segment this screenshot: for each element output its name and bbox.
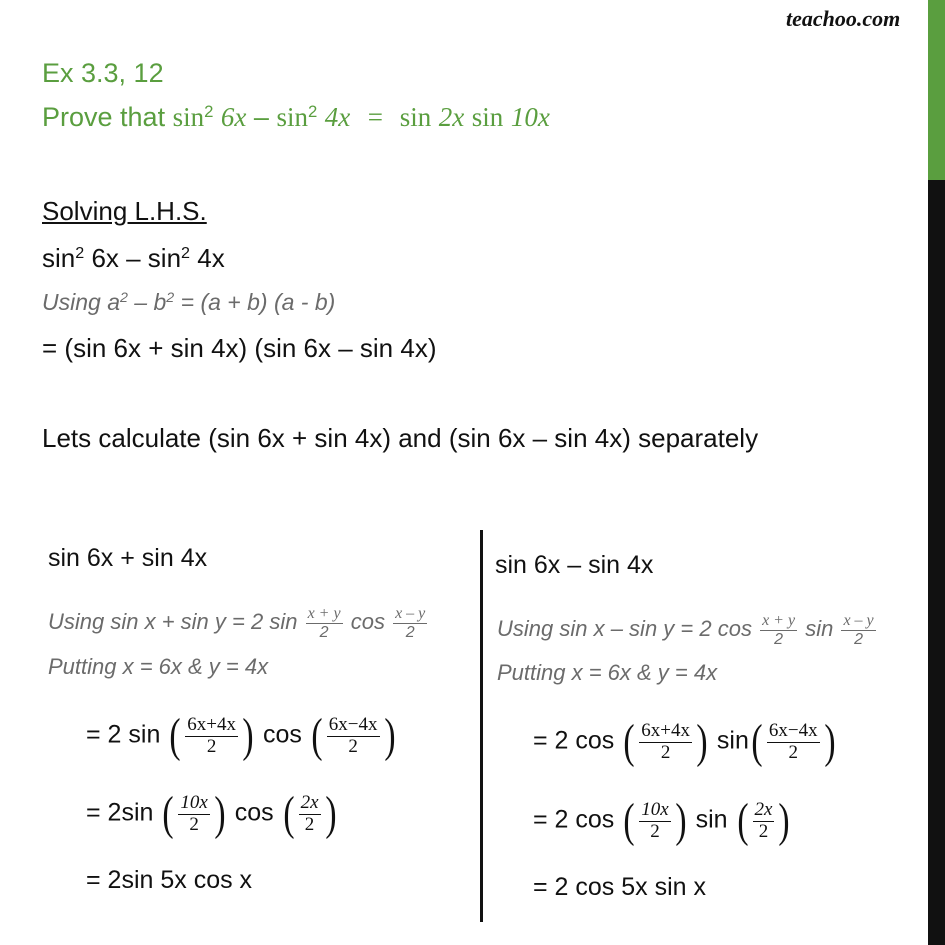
left-line-3: = 2sin 5x cos x [86, 866, 253, 894]
square-exp: 2 [166, 290, 175, 307]
frac-den: 2 [319, 623, 329, 641]
frac-num: x – y [843, 612, 874, 629]
frac-num: 6x−4x [768, 719, 818, 741]
left-l1-mid: cos [262, 720, 302, 749]
expr-end: 4x [190, 243, 225, 273]
right-title: sin 6x – sin 4x [495, 551, 654, 579]
frac-den: 2 [758, 820, 769, 842]
four-x: 4x [324, 102, 351, 132]
using-b: – b [127, 289, 167, 315]
paren-close: ) [696, 715, 708, 768]
right-line-1 [533, 715, 838, 768]
paren-close: ) [214, 787, 226, 840]
frac-num: 6x−4x [328, 713, 378, 735]
left-formula-hint [48, 605, 429, 641]
teachoo-logo: teachoo.com [786, 6, 901, 31]
frac-num: x + y [307, 605, 341, 622]
frac-num: 6x+4x [641, 719, 690, 741]
using-a: Using a [42, 289, 120, 315]
sin-word: sin [471, 102, 504, 132]
frac-2x [753, 800, 775, 843]
right-formula-hint [497, 612, 878, 648]
frac-6x-plus-4x [639, 721, 692, 764]
paren-open: ( [282, 787, 295, 840]
paren-open: ( [311, 709, 323, 762]
frac-den: 2 [189, 813, 199, 835]
sin-word: sin [276, 102, 308, 132]
paren-open: ( [162, 787, 174, 840]
paren-close: ) [675, 794, 687, 847]
right-line-2 [533, 794, 792, 847]
using-c: = (a + b) (a - b) [174, 289, 336, 315]
frac-x-plus-y [306, 605, 343, 641]
frac-6x-minus-4x [767, 721, 820, 764]
left-using-prefix: Using sin x + sin y = 2 sin [48, 608, 298, 634]
exercise-label: Ex 3.3, 12 [42, 58, 164, 88]
paren-open: ( [623, 715, 635, 768]
square-exp: 2 [75, 244, 85, 263]
frac-den: 2 [206, 735, 217, 757]
paren-open: ( [751, 715, 763, 768]
left-l2-mid: cos [234, 798, 274, 827]
paren-close: ) [324, 787, 337, 840]
frac-6x-minus-4x [327, 715, 380, 758]
frac-10x [178, 793, 209, 836]
frac-den: 2 [774, 630, 784, 648]
right-l1-mid: sin [716, 726, 749, 755]
frac-den: 2 [650, 820, 660, 842]
frac-num: 10x [641, 798, 669, 820]
frac-num: 10x [180, 791, 208, 813]
paren-close: ) [823, 715, 836, 768]
square-exp: 2 [181, 244, 191, 263]
problem-statement [42, 102, 550, 133]
minus-sign: – [246, 102, 277, 132]
paren-open: ( [736, 794, 749, 847]
lets-calculate: Lets calculate (sin 6x + sin 4x) and (sin 6x – sin 4x) separately [42, 423, 759, 453]
left-l2-prefix: = 2sin [86, 798, 154, 827]
frac-10x [639, 800, 670, 843]
identity-hint [42, 289, 335, 316]
sin-word: sin [172, 102, 205, 132]
paren-close: ) [383, 709, 396, 762]
paren-close: ) [242, 709, 254, 762]
right-sin-word: sin [805, 615, 834, 641]
right-l2-mid: sin [695, 805, 728, 834]
frac-num: x + y [762, 612, 796, 629]
right-putting: Putting x = 6x & y = 4x [497, 660, 718, 685]
left-l1-prefix: = 2 sin [86, 720, 161, 749]
left-cos-word: cos [350, 608, 385, 634]
right-using-prefix: Using sin x – sin y = 2 cos [497, 615, 752, 641]
frac-x-plus-y [760, 612, 797, 648]
prove-prefix: Prove that [42, 102, 173, 132]
solving-heading: Solving L.H.S. [42, 196, 207, 226]
left-title: sin 6x + sin 4x [48, 544, 208, 572]
frac-6x-plus-4x [185, 715, 238, 758]
expr-middle: 6x – sin [84, 243, 182, 273]
paren-open: ( [169, 709, 181, 762]
frac-num: 2x [754, 798, 773, 820]
frac-num: x – y [395, 605, 426, 622]
frac-den: 2 [348, 735, 358, 757]
equals-sign: = [367, 102, 390, 132]
paren-open: ( [623, 794, 635, 847]
frac-2x [299, 793, 321, 836]
frac-x-minus-y [393, 605, 427, 641]
right-l2-prefix: = 2 cos [533, 805, 615, 834]
ten-x: 10x [510, 102, 550, 132]
frac-num: 2x [300, 791, 319, 813]
frac-den: 2 [405, 623, 415, 641]
frac-x-minus-y [841, 612, 875, 648]
left-line-2 [86, 787, 339, 840]
column-divider [480, 530, 483, 922]
frac-den: 2 [660, 741, 671, 763]
square-exp: 2 [204, 101, 214, 121]
sin-word: sin [399, 102, 432, 132]
two-x: 2x [438, 102, 465, 132]
frac-den: 2 [788, 741, 798, 763]
frac-den: 2 [304, 813, 315, 835]
lhs-expression [42, 243, 225, 274]
right-line-3: = 2 cos 5x sin x [533, 873, 706, 901]
square-exp: 2 [119, 290, 128, 307]
frac-num: 6x+4x [187, 713, 237, 735]
expr-sin: sin [42, 243, 76, 273]
scrollbar-thumb[interactable] [928, 0, 945, 180]
frac-den: 2 [854, 630, 863, 648]
left-line-1 [86, 709, 398, 762]
right-l1-prefix: = 2 cos [533, 726, 615, 755]
square-exp: 2 [307, 101, 318, 121]
paren-close: ) [778, 794, 791, 847]
left-putting: Putting x = 6x & y = 4x [48, 654, 269, 679]
six-x: 6x [220, 102, 247, 132]
factored-step: = (sin 6x + sin 4x) (sin 6x – sin 4x) [42, 333, 437, 363]
